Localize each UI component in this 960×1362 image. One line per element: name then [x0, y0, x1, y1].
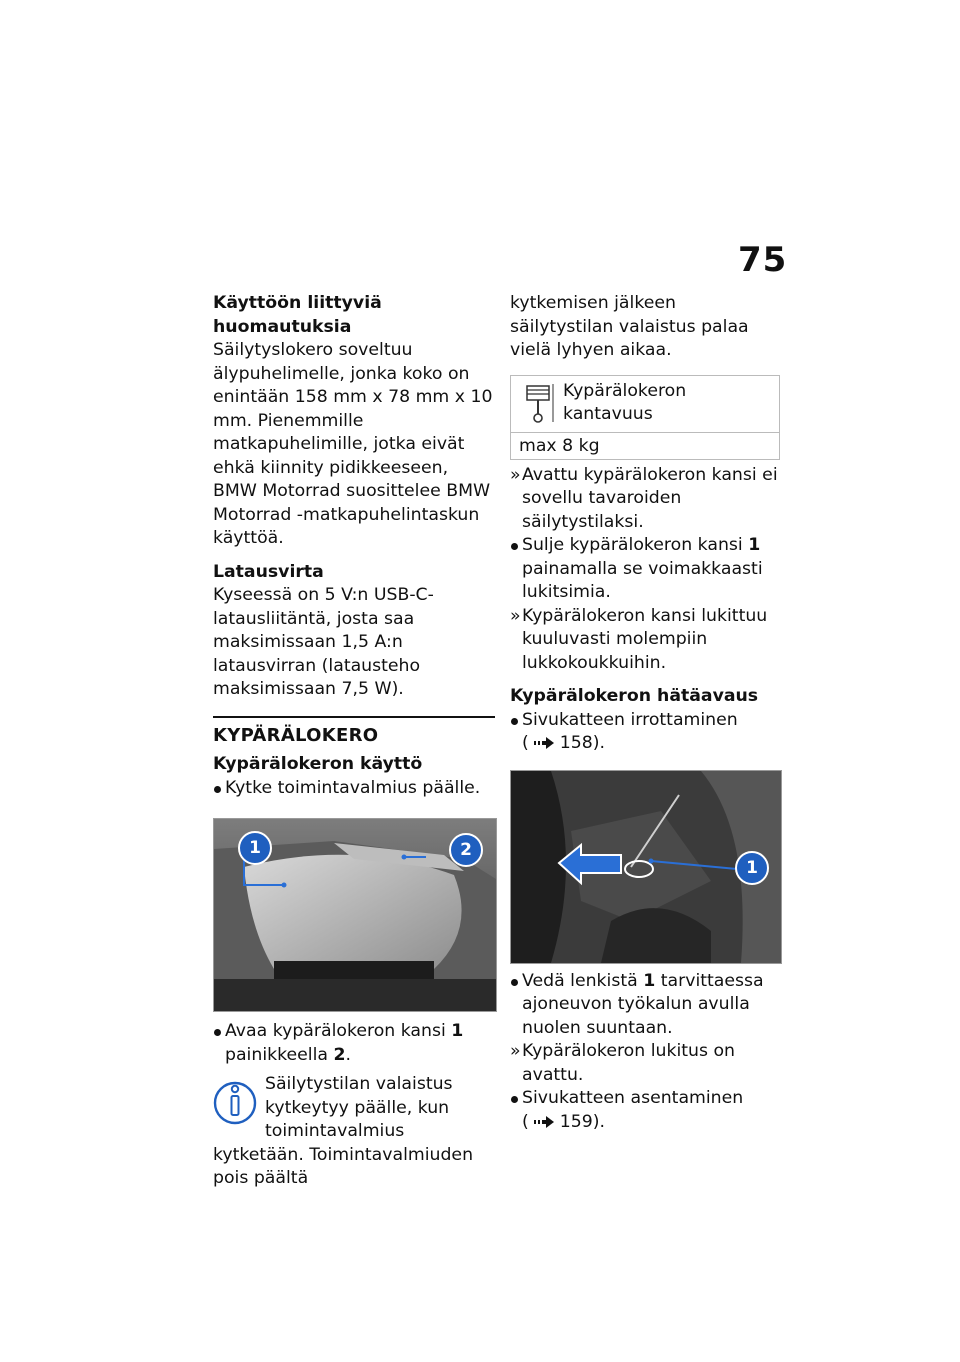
- page-reference[interactable]: 158).: [559, 733, 605, 753]
- charge-heading: Latausvirta: [213, 561, 324, 582]
- table-title: Kypärälokeron kantavuus: [563, 380, 687, 424]
- weight-icon: [521, 380, 557, 426]
- notes-heading: Käyttöön liittyviä huomautuksia: [213, 293, 382, 337]
- step-text: tarvittaessa ajoneuvon työkalun avulla nuolen suuntaan.: [522, 970, 764, 1038]
- emergency-release-photo: [510, 770, 782, 964]
- step-text: Vedä lenkistä: [522, 970, 644, 991]
- step-text: painamalla se voimakkaasti lukitsimia.: [522, 558, 763, 602]
- callout-2: 2: [449, 833, 483, 867]
- charge-text: Kyseessä on 5 V:n USB-C-latausliitäntä, josta saa maksimissaan 1,5 A:n latausvirran (latausteho maksimissaan 7,5 W).: [213, 585, 434, 699]
- step-open-lid: [213, 1020, 495, 1067]
- result-text: Kypärälokeron kansi lukittuu kuuluvasti molempiin lukkokoukkuihin.: [522, 605, 768, 673]
- bullet-icon: [511, 979, 518, 986]
- result-lid-open: [510, 464, 780, 535]
- right-column: [510, 292, 780, 1134]
- bullet-icon: [511, 718, 518, 725]
- table-header-row: [511, 376, 779, 433]
- section-title: KYPÄRÄLOKERO: [213, 716, 495, 748]
- item-number: 1: [643, 970, 656, 991]
- result-arrow-icon: »: [510, 464, 521, 485]
- helmet-compartment-photo: [213, 818, 497, 1012]
- step-remove-side-panel: [510, 709, 780, 756]
- page-reference-arrow-icon: [534, 1116, 554, 1128]
- bullet-icon: [511, 1096, 518, 1103]
- page-number: 75: [738, 240, 788, 280]
- info-note: [213, 1073, 495, 1191]
- left-column: [213, 292, 495, 1191]
- notes-text: Säilytyslokero soveltuu älypuhelimelle, jonka koko on enintään 158 mm x 78 mm x 10 mm. Pienemmille matkapuhelimille, jotka eivät ehkä kiinnity pidikkeeseen, BMW Motorrad suosittelee BMW Motorrad -matkapuhelintaskun käyttöä.: [213, 340, 493, 548]
- step-text: Sivukatteen asentaminen: [522, 1088, 744, 1108]
- item-number: 2: [333, 1044, 346, 1065]
- step-text: Avaa kypärälokeron kansi: [225, 1021, 452, 1041]
- page-reference[interactable]: 159).: [559, 1111, 605, 1132]
- result-lock-released: [510, 1040, 780, 1087]
- use-heading: Kypärälokeron käyttö: [213, 754, 423, 774]
- info-icon: [213, 1073, 257, 1125]
- step-pull-loop: [510, 970, 780, 1041]
- step-text: .: [345, 1044, 351, 1065]
- info-continuation: kytkemisen jälkeen säilytystilan valaistus palaa vielä lyhyen aikaa.: [510, 293, 749, 360]
- page-ref-bracket: (: [522, 733, 529, 753]
- result-text: Kypärälokeron lukitus on avattu.: [522, 1041, 736, 1085]
- step-text: Kytke toimintavalmius päälle.: [225, 777, 481, 798]
- step-text: painikkeella: [225, 1044, 334, 1065]
- step-switch-on: [213, 777, 495, 801]
- callout-1: 1: [238, 831, 272, 865]
- item-number: 1: [451, 1021, 464, 1041]
- load-capacity-table: [510, 375, 780, 460]
- result-arrow-icon: »: [510, 1041, 521, 1061]
- result-lid-locked: [510, 605, 780, 676]
- bullet-icon: [214, 786, 221, 793]
- step-install-side-panel: [510, 1087, 780, 1134]
- page-reference-arrow-icon: [534, 737, 554, 749]
- bullet-icon: [214, 1029, 221, 1036]
- info-text: Säilytystilan valaistus kytkeytyy päälle, kun toimintavalmius kytketään. Toimintavalmiuden pois päältä: [213, 1074, 474, 1188]
- bullet-icon: [511, 543, 518, 550]
- step-text: Sivukatteen irrottaminen: [522, 709, 738, 730]
- item-number: 1: [748, 535, 761, 555]
- emergency-heading: Kypärälokeron hätäavaus: [510, 686, 759, 706]
- result-text: Avattu kypärälokeron kansi ei sovellu tavaroiden säilytystilaksi.: [522, 464, 778, 532]
- result-arrow-icon: »: [510, 605, 521, 626]
- callout-1: 1: [735, 851, 769, 885]
- table-value-row: max 8 kg: [519, 435, 600, 456]
- page-ref-bracket: (: [522, 1111, 529, 1132]
- step-text: Sulje kypärälokeron kansi: [522, 535, 749, 555]
- step-close-lid: [510, 534, 780, 605]
